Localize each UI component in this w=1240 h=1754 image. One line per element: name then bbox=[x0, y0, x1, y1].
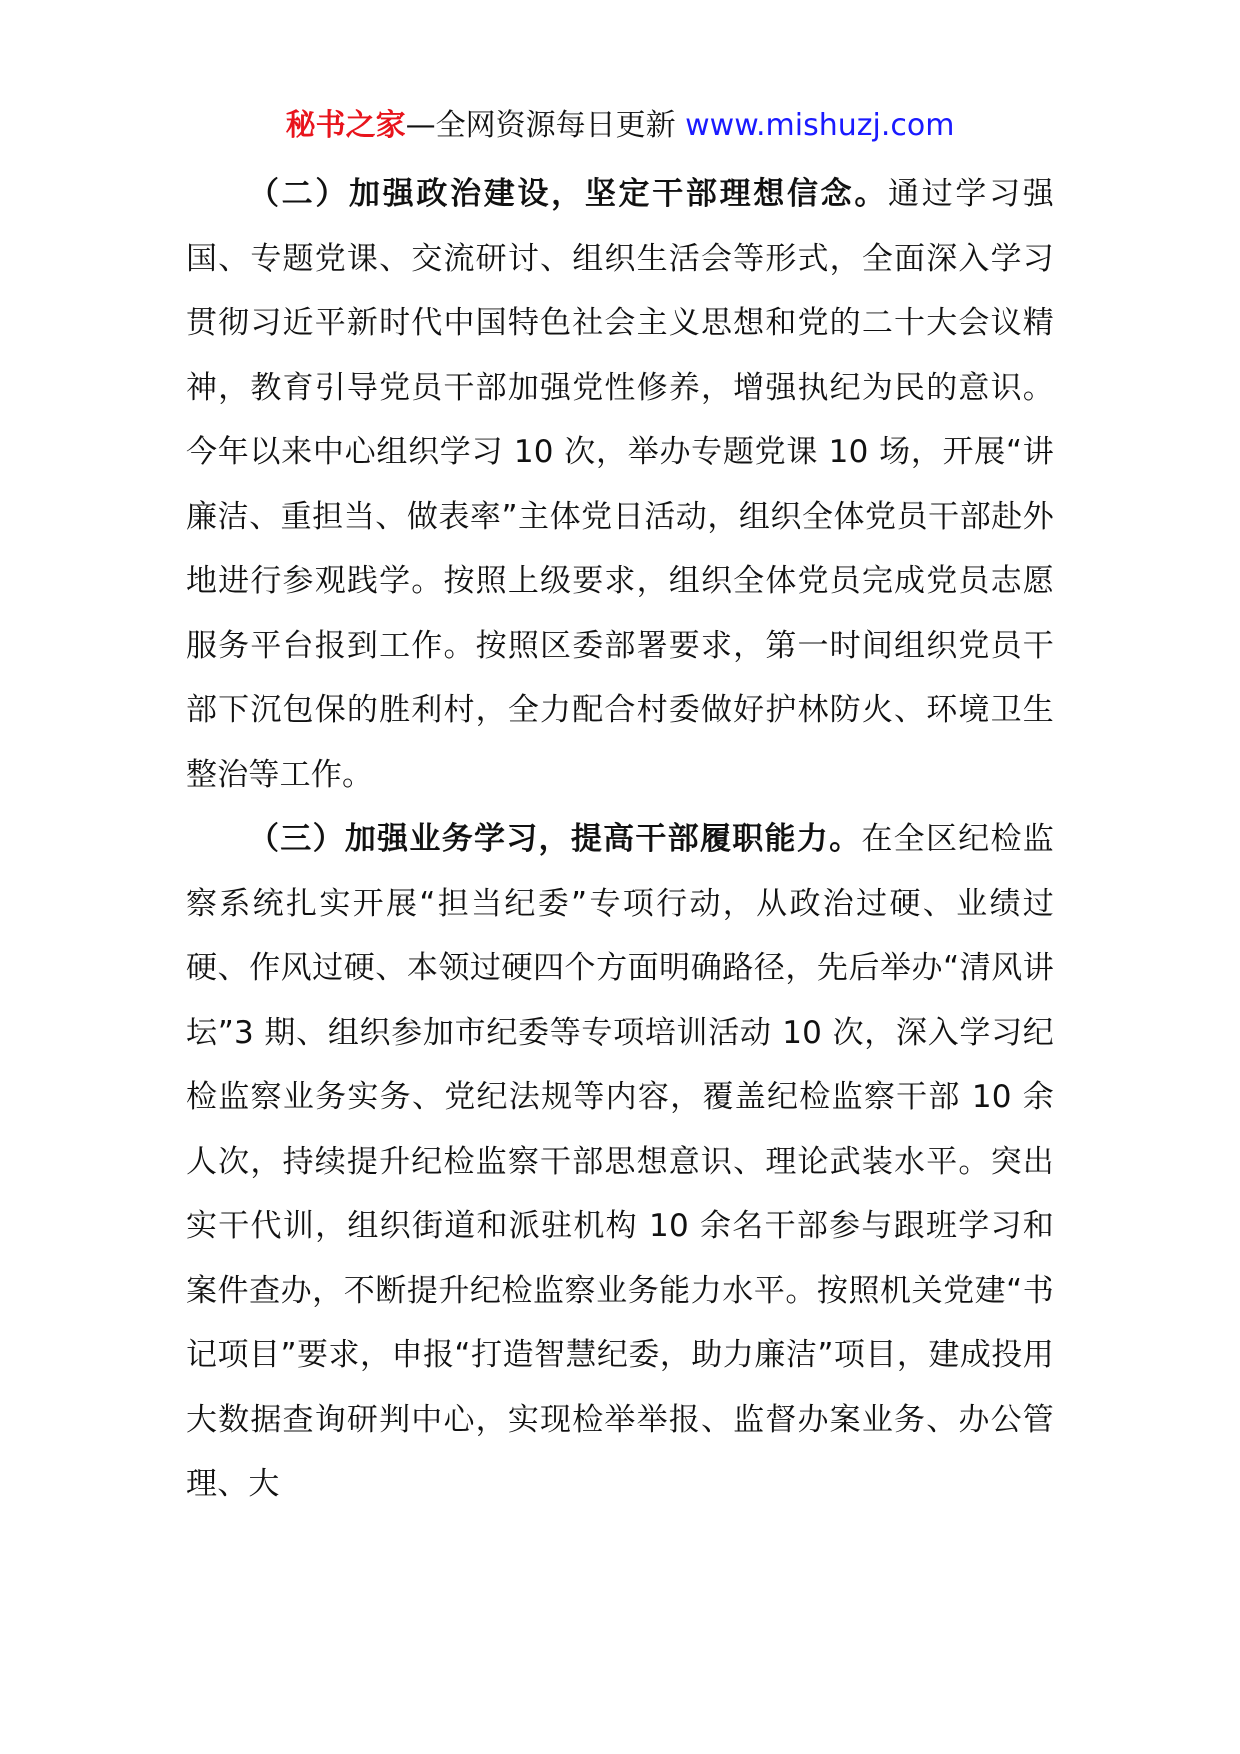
paragraph-text: 在全区纪检监察系统扎实开展“担当纪委”专项行动，从政治过硬、业绩过硬、作风过硬、本领过硬四个方面明确路径，先后举办“清风讲坛”3 期、组织参加市纪委等专项培训活动 10 次，深入学习纪检监察业务实务、党纪法规等内容，覆盖纪检监察干部 10 余人次，持续提升纪检监察干部思想意识、理论武装水平。突出实干代训，组织街道和派驻机构 10 余名干部参与跟班学习和案件查办，不断提升纪检监察业务能力水平。按照机关党建“书记项目”要求，申报“打造智慧纪委，助力廉洁”项目，建成投用大数据查询研判中心，实现检举举报、监督办案业务、办公管理、大 bbox=[186, 821, 1054, 1502]
document-body bbox=[186, 162, 1054, 1517]
section-heading: （三）加强业务学习，提高干部履职能力。 bbox=[248, 821, 862, 857]
paragraph-political-building bbox=[186, 162, 1054, 807]
paragraph-business-learning bbox=[186, 807, 1054, 1517]
paragraph-text: 通过学习强国、专题党课、交流研讨、组织生活会等形式，全面深入学习贯彻习近平新时代中国特色社会主义思想和党的二十大会议精神，教育引导党员干部加强党性修养，增强执纪为民的意识。今年以来中心组织学习 10 次，举办专题党课 10 场，开展“讲廉洁、重担当、做表率”主体党日活动，组织全体党员干部赴外地进行参观践学。按照上级要求，组织全体党员完成党员志愿服务平台报到工作。按照区委部署要求，第一时间组织党员干部下沉包保的胜利村，全力配合村委做好护林防火、环境卫生整治等工作。 bbox=[186, 176, 1054, 793]
watermark-brand: 秘书之家 bbox=[285, 108, 406, 143]
watermark-slogan: —全网资源每日更新 bbox=[405, 108, 686, 143]
section-heading: （二）加强政治建设，坚定干部理想信念。 bbox=[248, 176, 889, 212]
watermark-header bbox=[0, 104, 1240, 148]
watermark-url-link[interactable]: www.mishuzj.com bbox=[685, 108, 955, 143]
